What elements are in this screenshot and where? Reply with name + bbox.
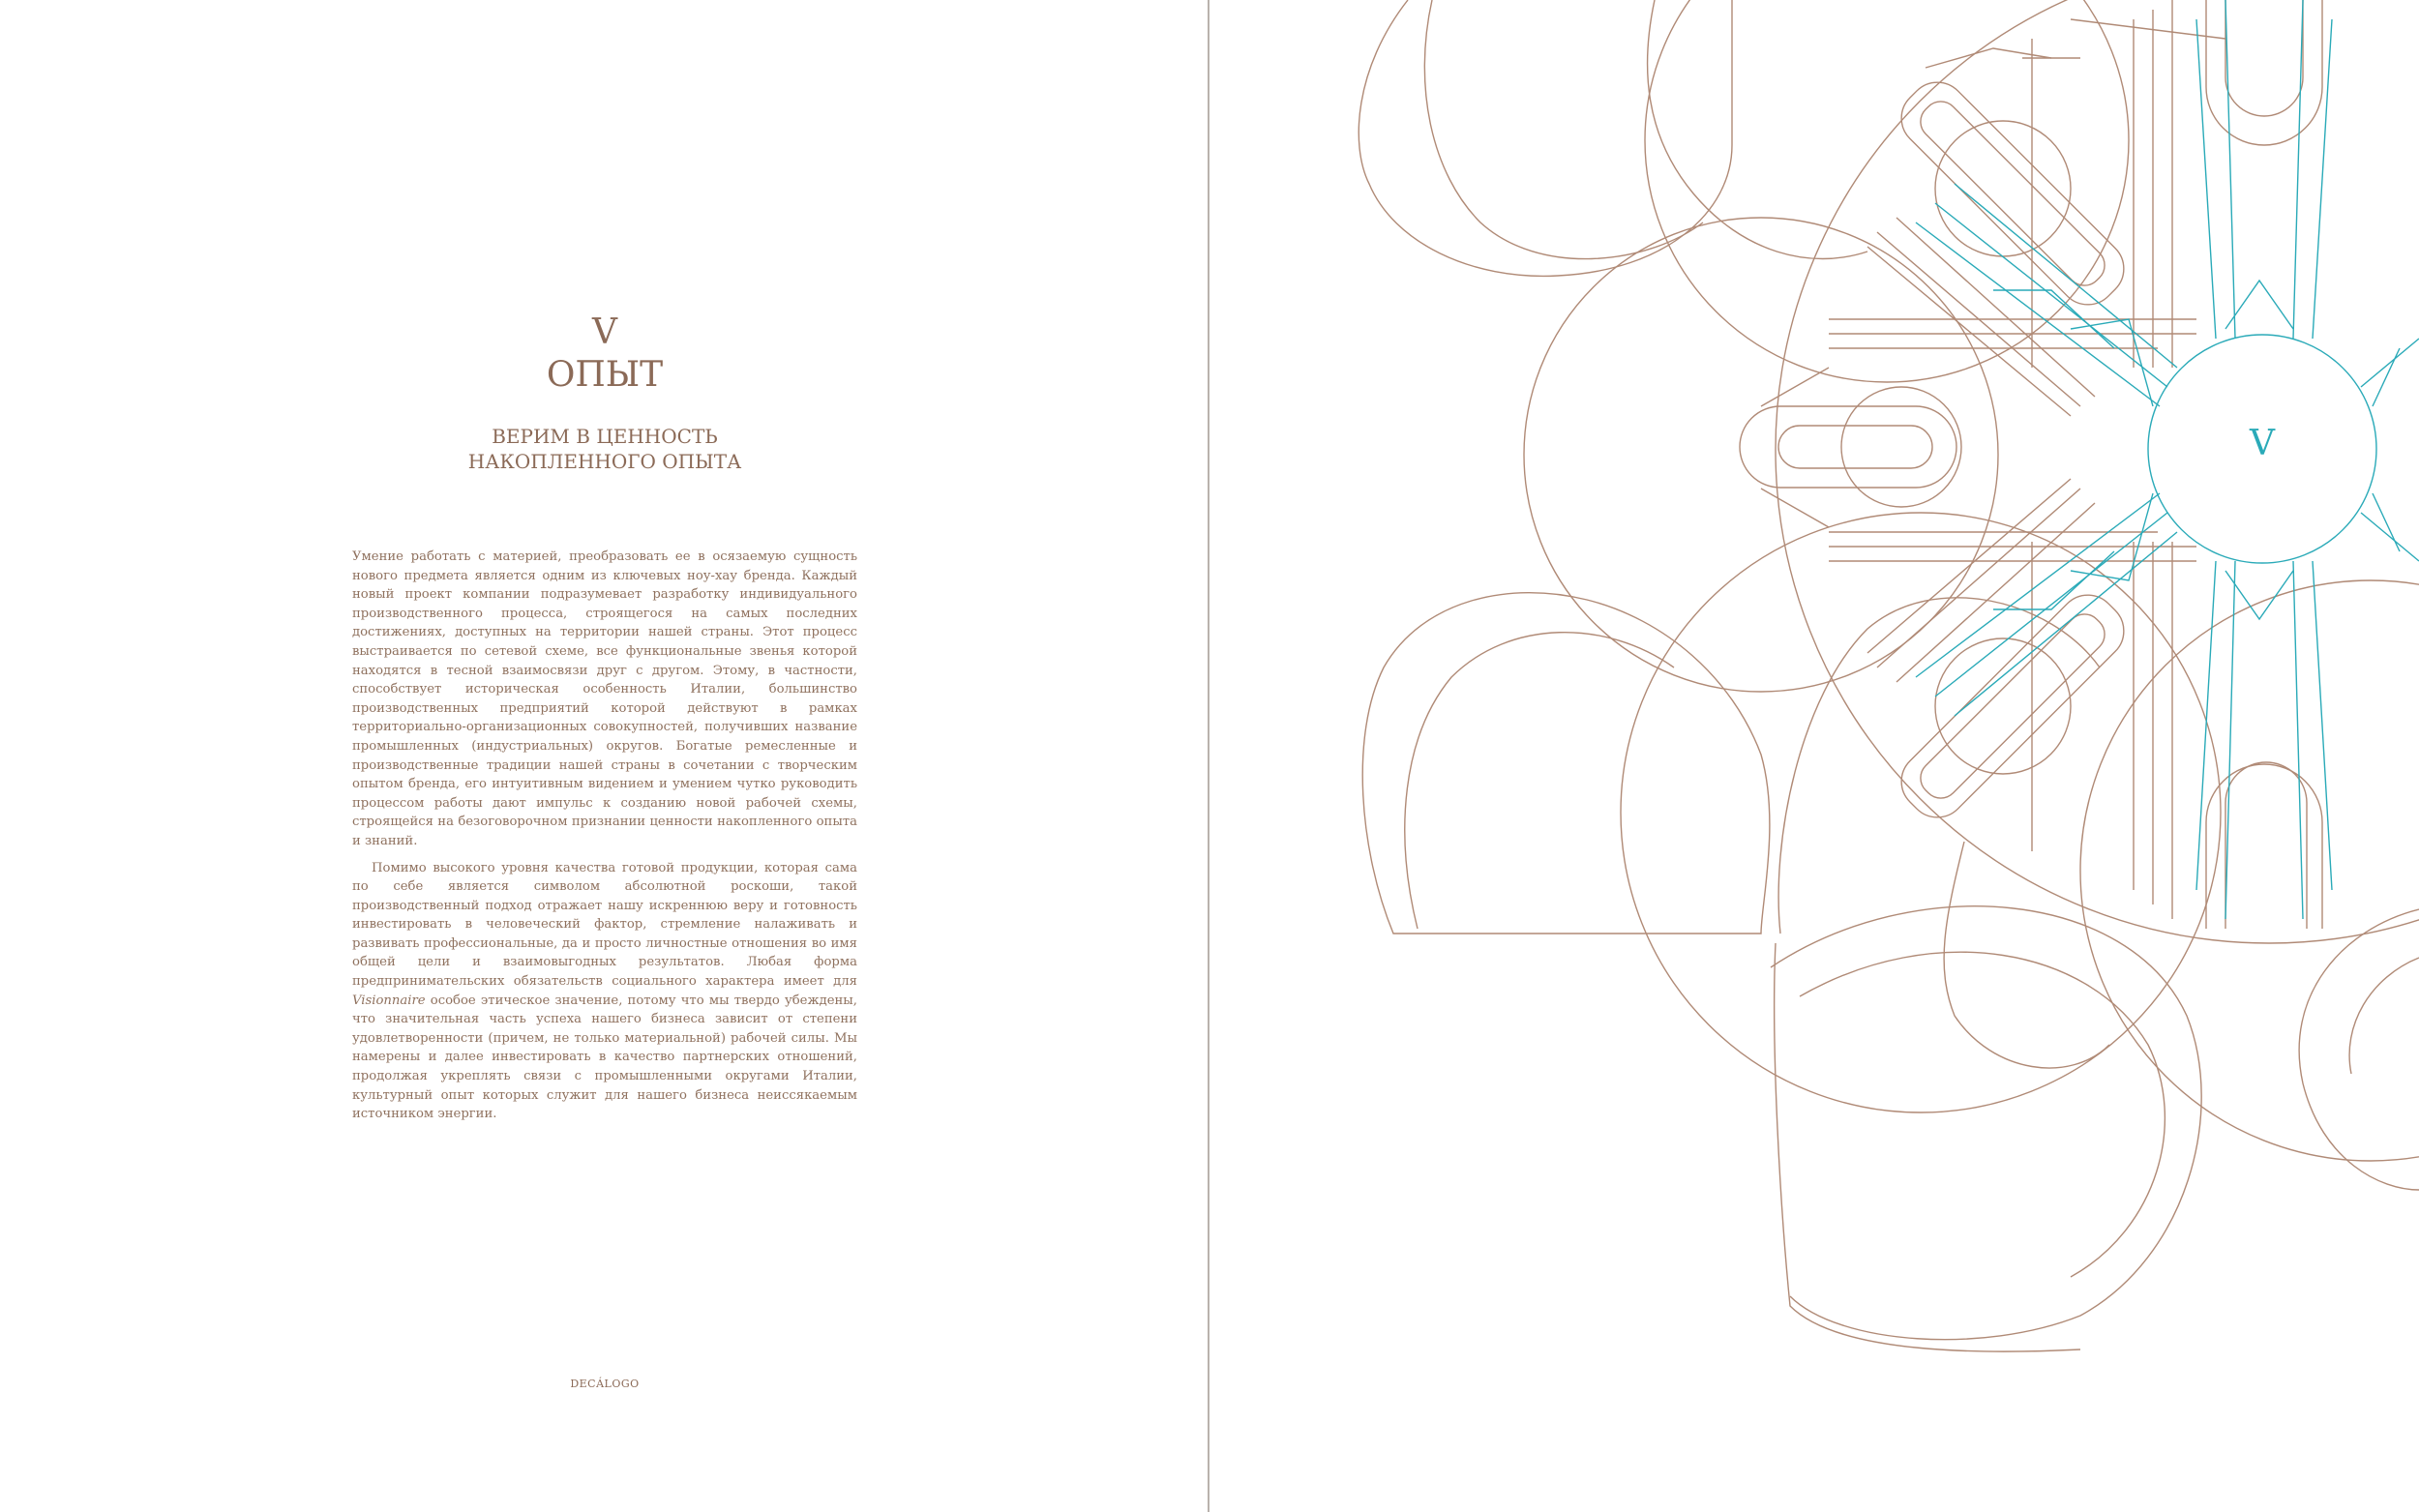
brand-name: Visionnaire <box>352 993 426 1008</box>
brown-linework <box>1359 0 2419 1351</box>
footer-mark: DECÁLOGO <box>570 1378 640 1390</box>
paragraph-2-part-1: Помимо высокого уровня качества готовой продукции, которая сама по себе является символом абсолютной роскоши, такой производственный подход отражает нашу искреннюю веру и готовность инвестировать в человеческий фактор, стремление налаживать и развивать профессиональные, да и просто личностные отношения во имя общей цели и взаимовыгодных результатов. Любая форма предпринимательских обязательств социального характера имеет для <box>352 860 857 990</box>
center-numeral: V <box>2250 424 2275 463</box>
subtitle-line-1: ВЕРИМ В ЦЕННОСТЬ <box>492 425 718 448</box>
paragraph-1: Умение работать с материей, преобразовать ее в осязаемую сущность нового предмета является одним из ключевых ноу-хау бренда. Каждый новый проект компании подразумевает разработку индивидуального производственного процесса, строящегося на самых последних достижениях, доступных на территории нашей страны. Этот процесс выстраивается по сетевой схеме, все функциональные звенья которой находятся в тесной взаимосвязи друг с другом. Этому, в частности, способствует историческая особенность Италии, большинство производственных предприятий которой действуют в рамках территориально-организационных совокупностей, получивших название промышленных (индустриальных) округов. Богатые ремесленные и производственные традиции нашей страны в сочетании с творческим опытом бренда, его интуитивным видением и умением чутко руководить процессом работы дают импульс к созданию новой рабочей схемы, строящейся на безоговорочном признании ценности накопленного опыта и знаний. <box>352 549 857 848</box>
teal-star-linework <box>1916 0 2419 919</box>
chapter-numeral: V <box>592 312 617 352</box>
paragraph-2-part-2: особое этическое значение, потому что мы твердо убеждены, что значительная часть успеха нашего бизнеса зависит от степени удовлетворенности (причем, не только материальной) рабочей силы. Мы намерены и далее инвестировать в качество партнерских отношений, продолжая укреплять связи с промышленными округами Италии, культурный опыт которых служит для нашего бизнеса неиссякаемым источником энергии. <box>352 993 857 1122</box>
subtitle-line-2: НАКОПЛЕННОГО ОПЫТА <box>467 450 742 473</box>
chapter-title: ОПЫТ <box>546 355 664 395</box>
